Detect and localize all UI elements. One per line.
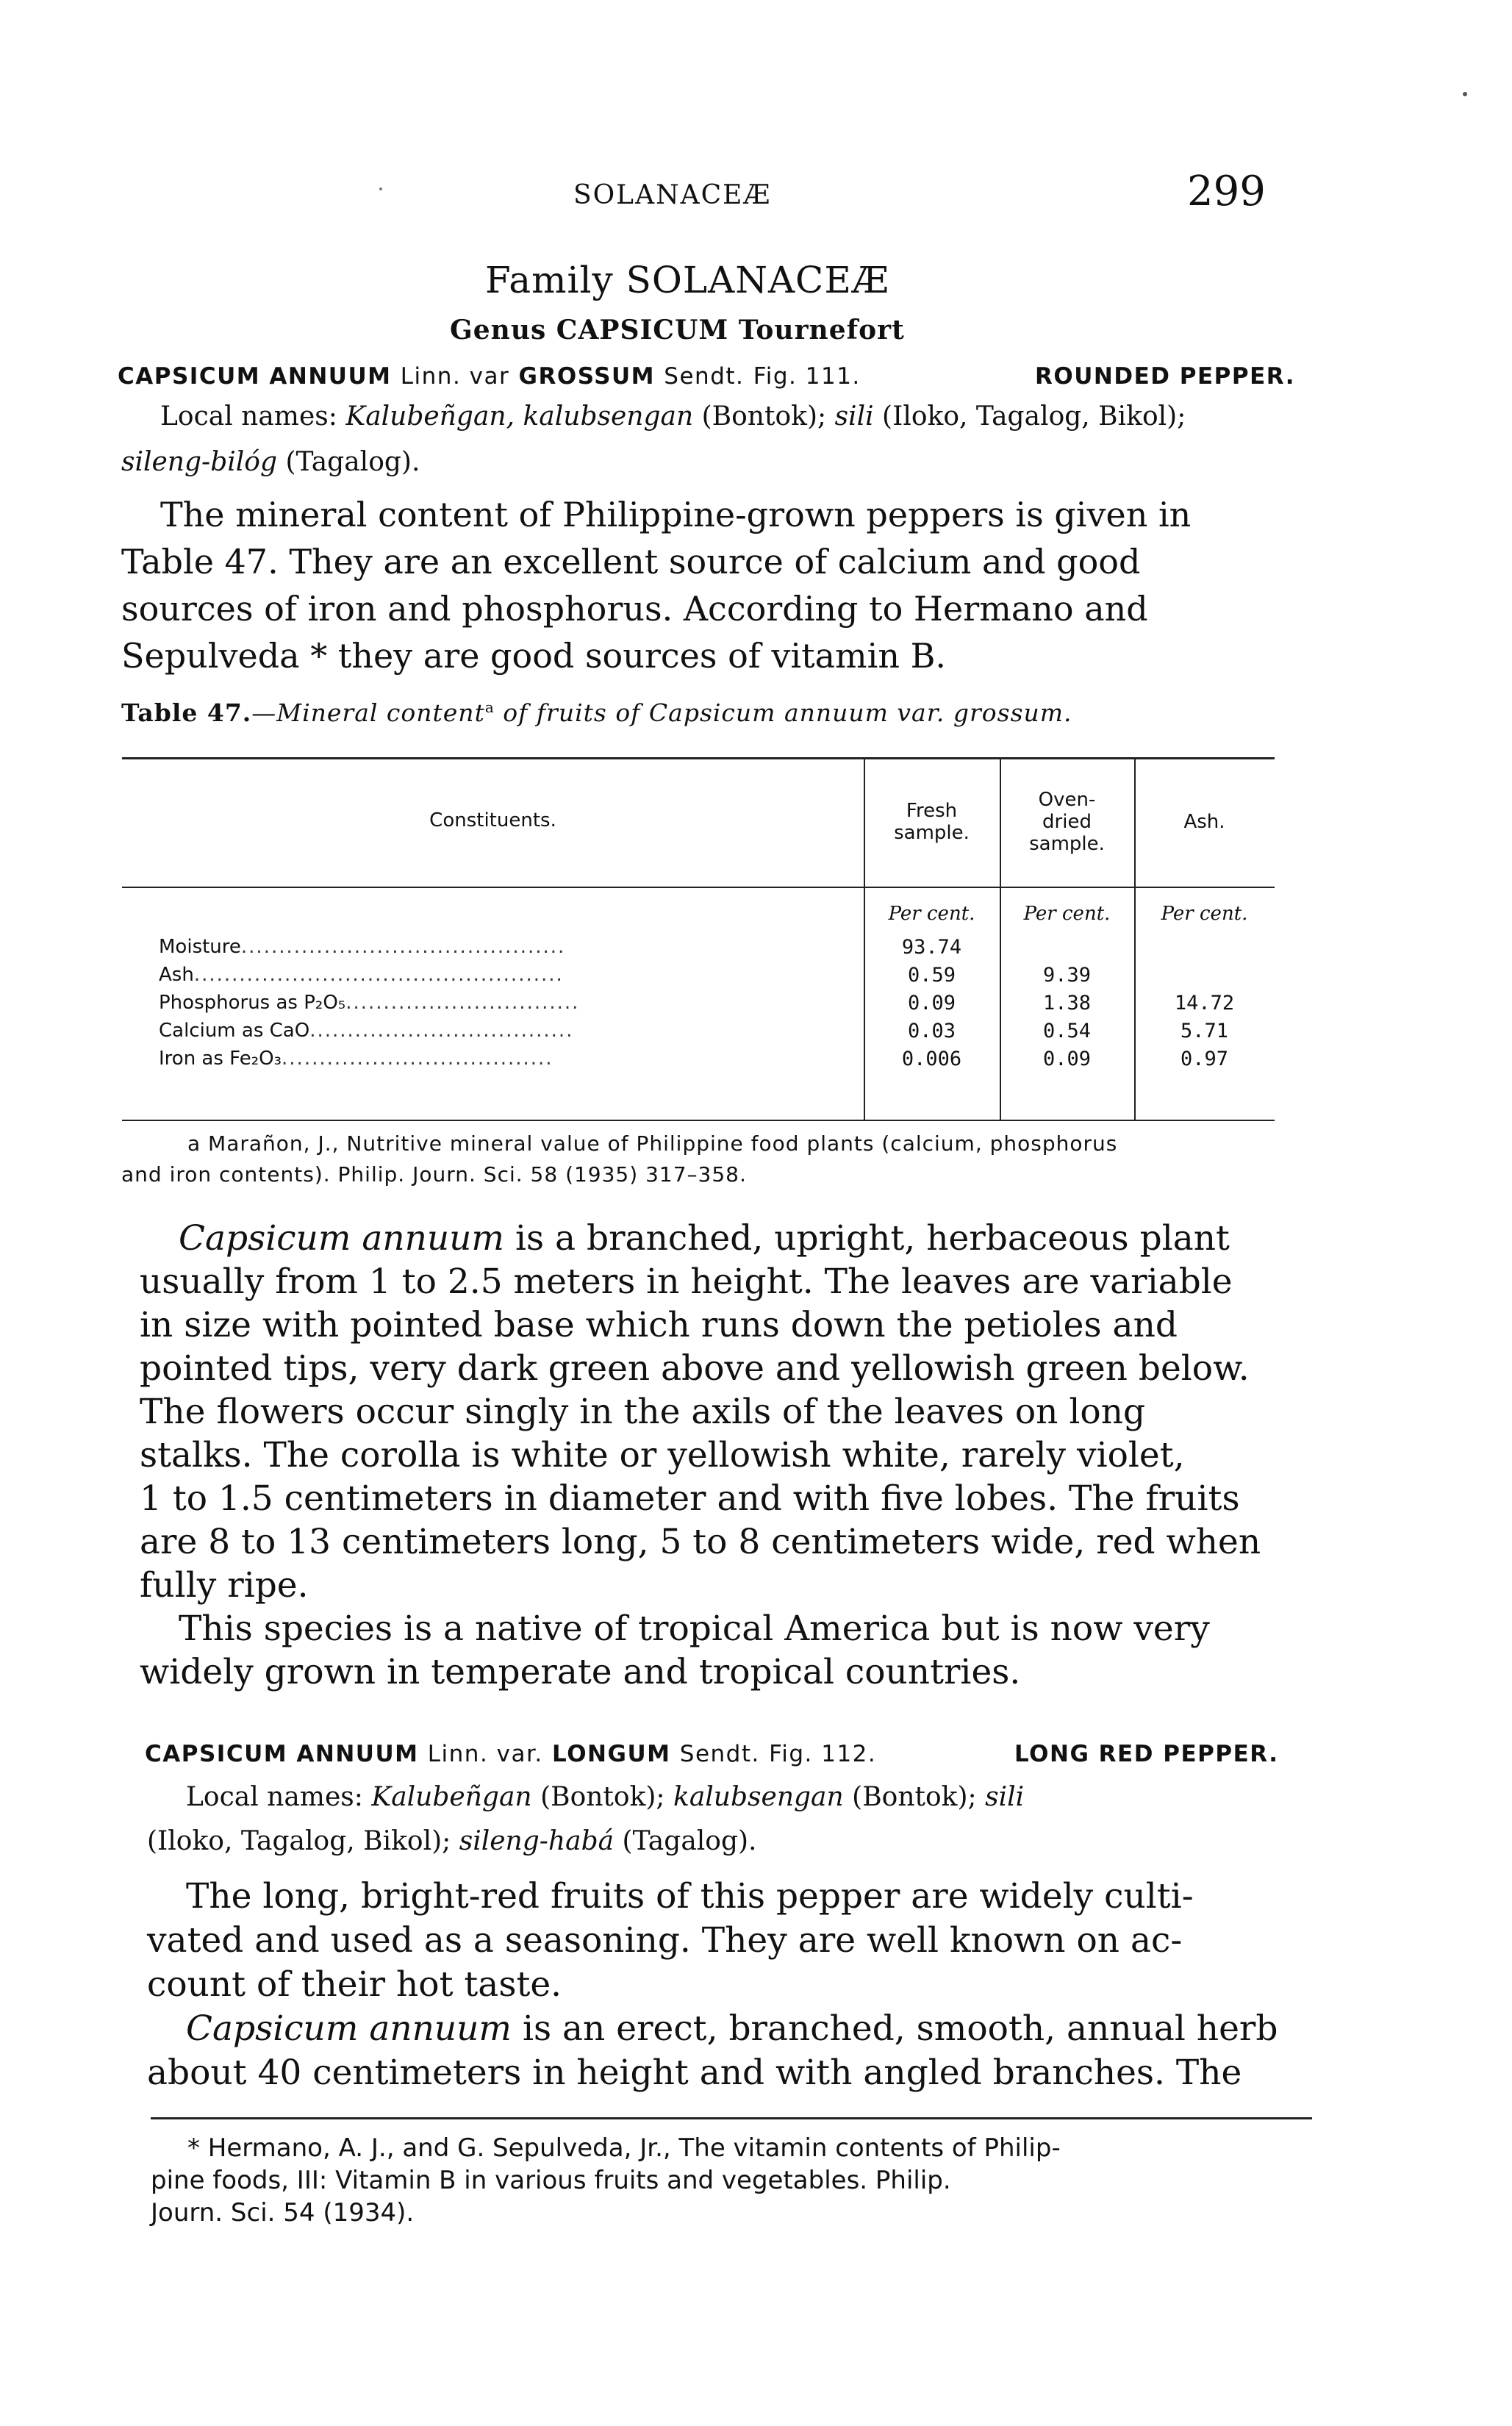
text-line: in size with pointed base which runs down the petioles and: [140, 1305, 1178, 1345]
text-line: usually from 1 to 2.5 meters in height. The leaves are variable: [140, 1262, 1233, 1302]
local-lang: (Tagalog).: [285, 447, 420, 477]
table-footnote: [121, 1128, 1290, 1190]
running-head: SOLANACEÆ: [573, 180, 772, 210]
text-line: The flowers occur singly in the axils of the leaves on long: [140, 1392, 1146, 1432]
description-paragraph: [140, 1217, 1301, 1694]
table-caption: [121, 698, 1072, 727]
footnote-line: * Hermano, A. J., and G. Sepulveda, Jr., The vitamin contents of Philip-: [187, 2133, 1061, 2163]
header-ash: Ash.: [1183, 811, 1225, 833]
species-authority: Linn. var.: [427, 1741, 543, 1767]
local-lang: (Bontok);: [540, 1782, 665, 1812]
local-names-label: Local names:: [186, 1782, 363, 1812]
species-variety: LONGUM: [552, 1741, 671, 1767]
local-names-cont: [147, 1823, 757, 1860]
header-line: sample.: [1029, 833, 1105, 855]
cell-oven: 0.54: [1042, 1020, 1092, 1042]
unit-label: Per cent.: [1161, 903, 1248, 925]
mineral-paragraph: [121, 491, 1283, 679]
species-variety: GROSSUM: [518, 363, 655, 390]
variety-authority: Sendt.: [664, 363, 745, 390]
footnote-rule: [151, 2117, 1312, 2119]
local-name: sili: [834, 401, 874, 432]
figure-ref: Fig. 112.: [769, 1741, 877, 1767]
species-name: CAPSICUM ANNUUM: [145, 1741, 419, 1767]
header-line: Fresh: [906, 800, 958, 822]
text-line: This species is a native of tropical America but is now very: [179, 1609, 1210, 1649]
text-line: Sepulveda * they are good sources of vitamin B.: [121, 636, 947, 676]
species-name: CAPSICUM ANNUUM: [118, 363, 392, 390]
footnote-line: pine foods, III: Vitamin B in various fruits and vegetables. Philip.: [151, 2166, 951, 2195]
page-number: 299: [1187, 168, 1266, 215]
local-lang: (Tagalog).: [622, 1826, 757, 1856]
cell-fresh: 0.09: [907, 992, 956, 1015]
text-line: count of their hot taste.: [147, 1964, 562, 2005]
row-label: Calcium as CaO...................................: [159, 1020, 574, 1042]
text-line: 1 to 1.5 centimeters in diameter and with five lobes. The fruits: [140, 1478, 1240, 1519]
row-label: Ash.................................................: [159, 964, 564, 986]
footnote: [151, 2132, 1312, 2229]
scan-speck: [1463, 92, 1467, 96]
row-label: Phosphorus as P₂O₅...............................: [159, 992, 580, 1014]
header-constituents: Constituents.: [429, 809, 556, 831]
local-name: sileng-bilóg: [121, 447, 277, 477]
footnote-line: a Marañon, J., Nutritive mineral value of Philippine food plants (calcium, phosphorus: [187, 1131, 1118, 1156]
local-name: sili: [985, 1782, 1025, 1812]
local-name: sileng-habá: [459, 1826, 615, 1856]
text-line: are 8 to 13 centimeters long, 5 to 8 centimeters wide, red when: [140, 1522, 1261, 1562]
text-line: stalks. The corolla is white or yellowish white, rarely violet,: [140, 1435, 1185, 1475]
cell-fresh: 0.03: [907, 1020, 956, 1042]
header-fresh: [864, 800, 1000, 844]
footnote-line: and iron contents). Philip. Journ. Sci. 58 (1935) 317–358.: [121, 1162, 747, 1187]
caption-title: —Mineral content: [251, 698, 485, 727]
row-label: Iron as Fe₂O₃....................................: [159, 1048, 553, 1070]
local-names: [160, 398, 1186, 435]
scan-speck: [379, 187, 382, 190]
header-rule: [122, 887, 1275, 888]
header-oven-dried: [1000, 789, 1134, 855]
text-line: Table 47. They are an excellent source of calcium and good: [121, 542, 1141, 582]
unit-label: Per cent.: [888, 903, 975, 925]
cell-oven: 1.38: [1042, 992, 1092, 1015]
genus-heading: Genus CAPSICUM Tournefort: [450, 315, 905, 346]
caption-label: Table 47.: [121, 698, 252, 727]
cell-ash: 14.72: [1174, 992, 1235, 1015]
local-lang: (Bontok);: [701, 401, 827, 432]
common-name: LONG RED PEPPER.: [1014, 1741, 1279, 1767]
species-heading: [118, 363, 861, 390]
local-lang: (Bontok);: [852, 1782, 977, 1812]
text-line: about 40 centimeters in height and with angled branches. The: [147, 2053, 1242, 2093]
local-names-label: Local names:: [160, 401, 337, 432]
footnote-line: Journ. Sci. 54 (1934).: [151, 2198, 415, 2228]
caption-mark: a: [484, 698, 495, 716]
text-line: fully ripe.: [140, 1565, 309, 1606]
local-name: Kalubeñgan: [371, 1782, 532, 1812]
long-paragraph: [147, 1875, 1308, 2095]
caption-rest: of fruits of Capsicum annuum var. grossum.: [503, 698, 1072, 727]
text-line: The mineral content of Philippine-grown peppers is given in: [160, 495, 1192, 534]
cell-ash: 0.97: [1180, 1048, 1229, 1070]
cell-ash: 5.71: [1180, 1020, 1229, 1042]
row-label: Moisture...........................................: [159, 936, 566, 958]
header-line: sample.: [894, 822, 970, 844]
text-line: widely grown in temperate and tropical countries.: [140, 1652, 1021, 1692]
cell-fresh: 0.006: [901, 1048, 962, 1070]
text-line: Capsicum annuum is an erect, branched, smooth, annual herb: [186, 2008, 1278, 2049]
text-line: vated and used as a seasoning. They are well known on ac-: [147, 1920, 1183, 1961]
species-heading: [145, 1741, 876, 1767]
local-names: [186, 1779, 1024, 1816]
cell-fresh: 0.59: [907, 964, 956, 987]
local-name: kalubsengan: [673, 1782, 844, 1812]
figure-ref: Fig. 111.: [753, 363, 861, 390]
species-italic: Capsicum annuum: [179, 1218, 504, 1259]
species-italic: Capsicum annuum: [186, 2008, 512, 2049]
species-authority: Linn. var: [400, 363, 510, 390]
local-name: Kalubeñgan, kalubsengan: [345, 401, 694, 432]
cell-fresh: 93.74: [901, 936, 962, 959]
local-lang: (Iloko, Tagalog, Bikol);: [147, 1826, 451, 1856]
variety-authority: Sendt.: [679, 1741, 760, 1767]
text-line: sources of iron and phosphorus. According to Hermano and: [121, 589, 1148, 629]
cell-oven: 9.39: [1042, 964, 1092, 987]
text-line: pointed tips, very dark green above and yellowish green below.: [140, 1348, 1250, 1389]
text-line: The long, bright-red fruits of this pepper are widely culti-: [186, 1876, 1194, 1917]
text-line: Capsicum annuum is a branched, upright, herbaceous plant: [179, 1218, 1230, 1259]
mineral-table: [122, 757, 1275, 1121]
header-line: dried: [1042, 811, 1092, 833]
common-name: ROUNDED PEPPER.: [1035, 363, 1296, 390]
local-names-cont: [121, 444, 420, 481]
header-line: Oven-: [1038, 789, 1096, 811]
local-lang: (Iloko, Tagalog, Bikol);: [882, 401, 1186, 432]
cell-oven: 0.09: [1042, 1048, 1092, 1070]
unit-label: Per cent.: [1023, 903, 1111, 925]
family-heading: Family SOLANACEÆ: [485, 259, 889, 301]
